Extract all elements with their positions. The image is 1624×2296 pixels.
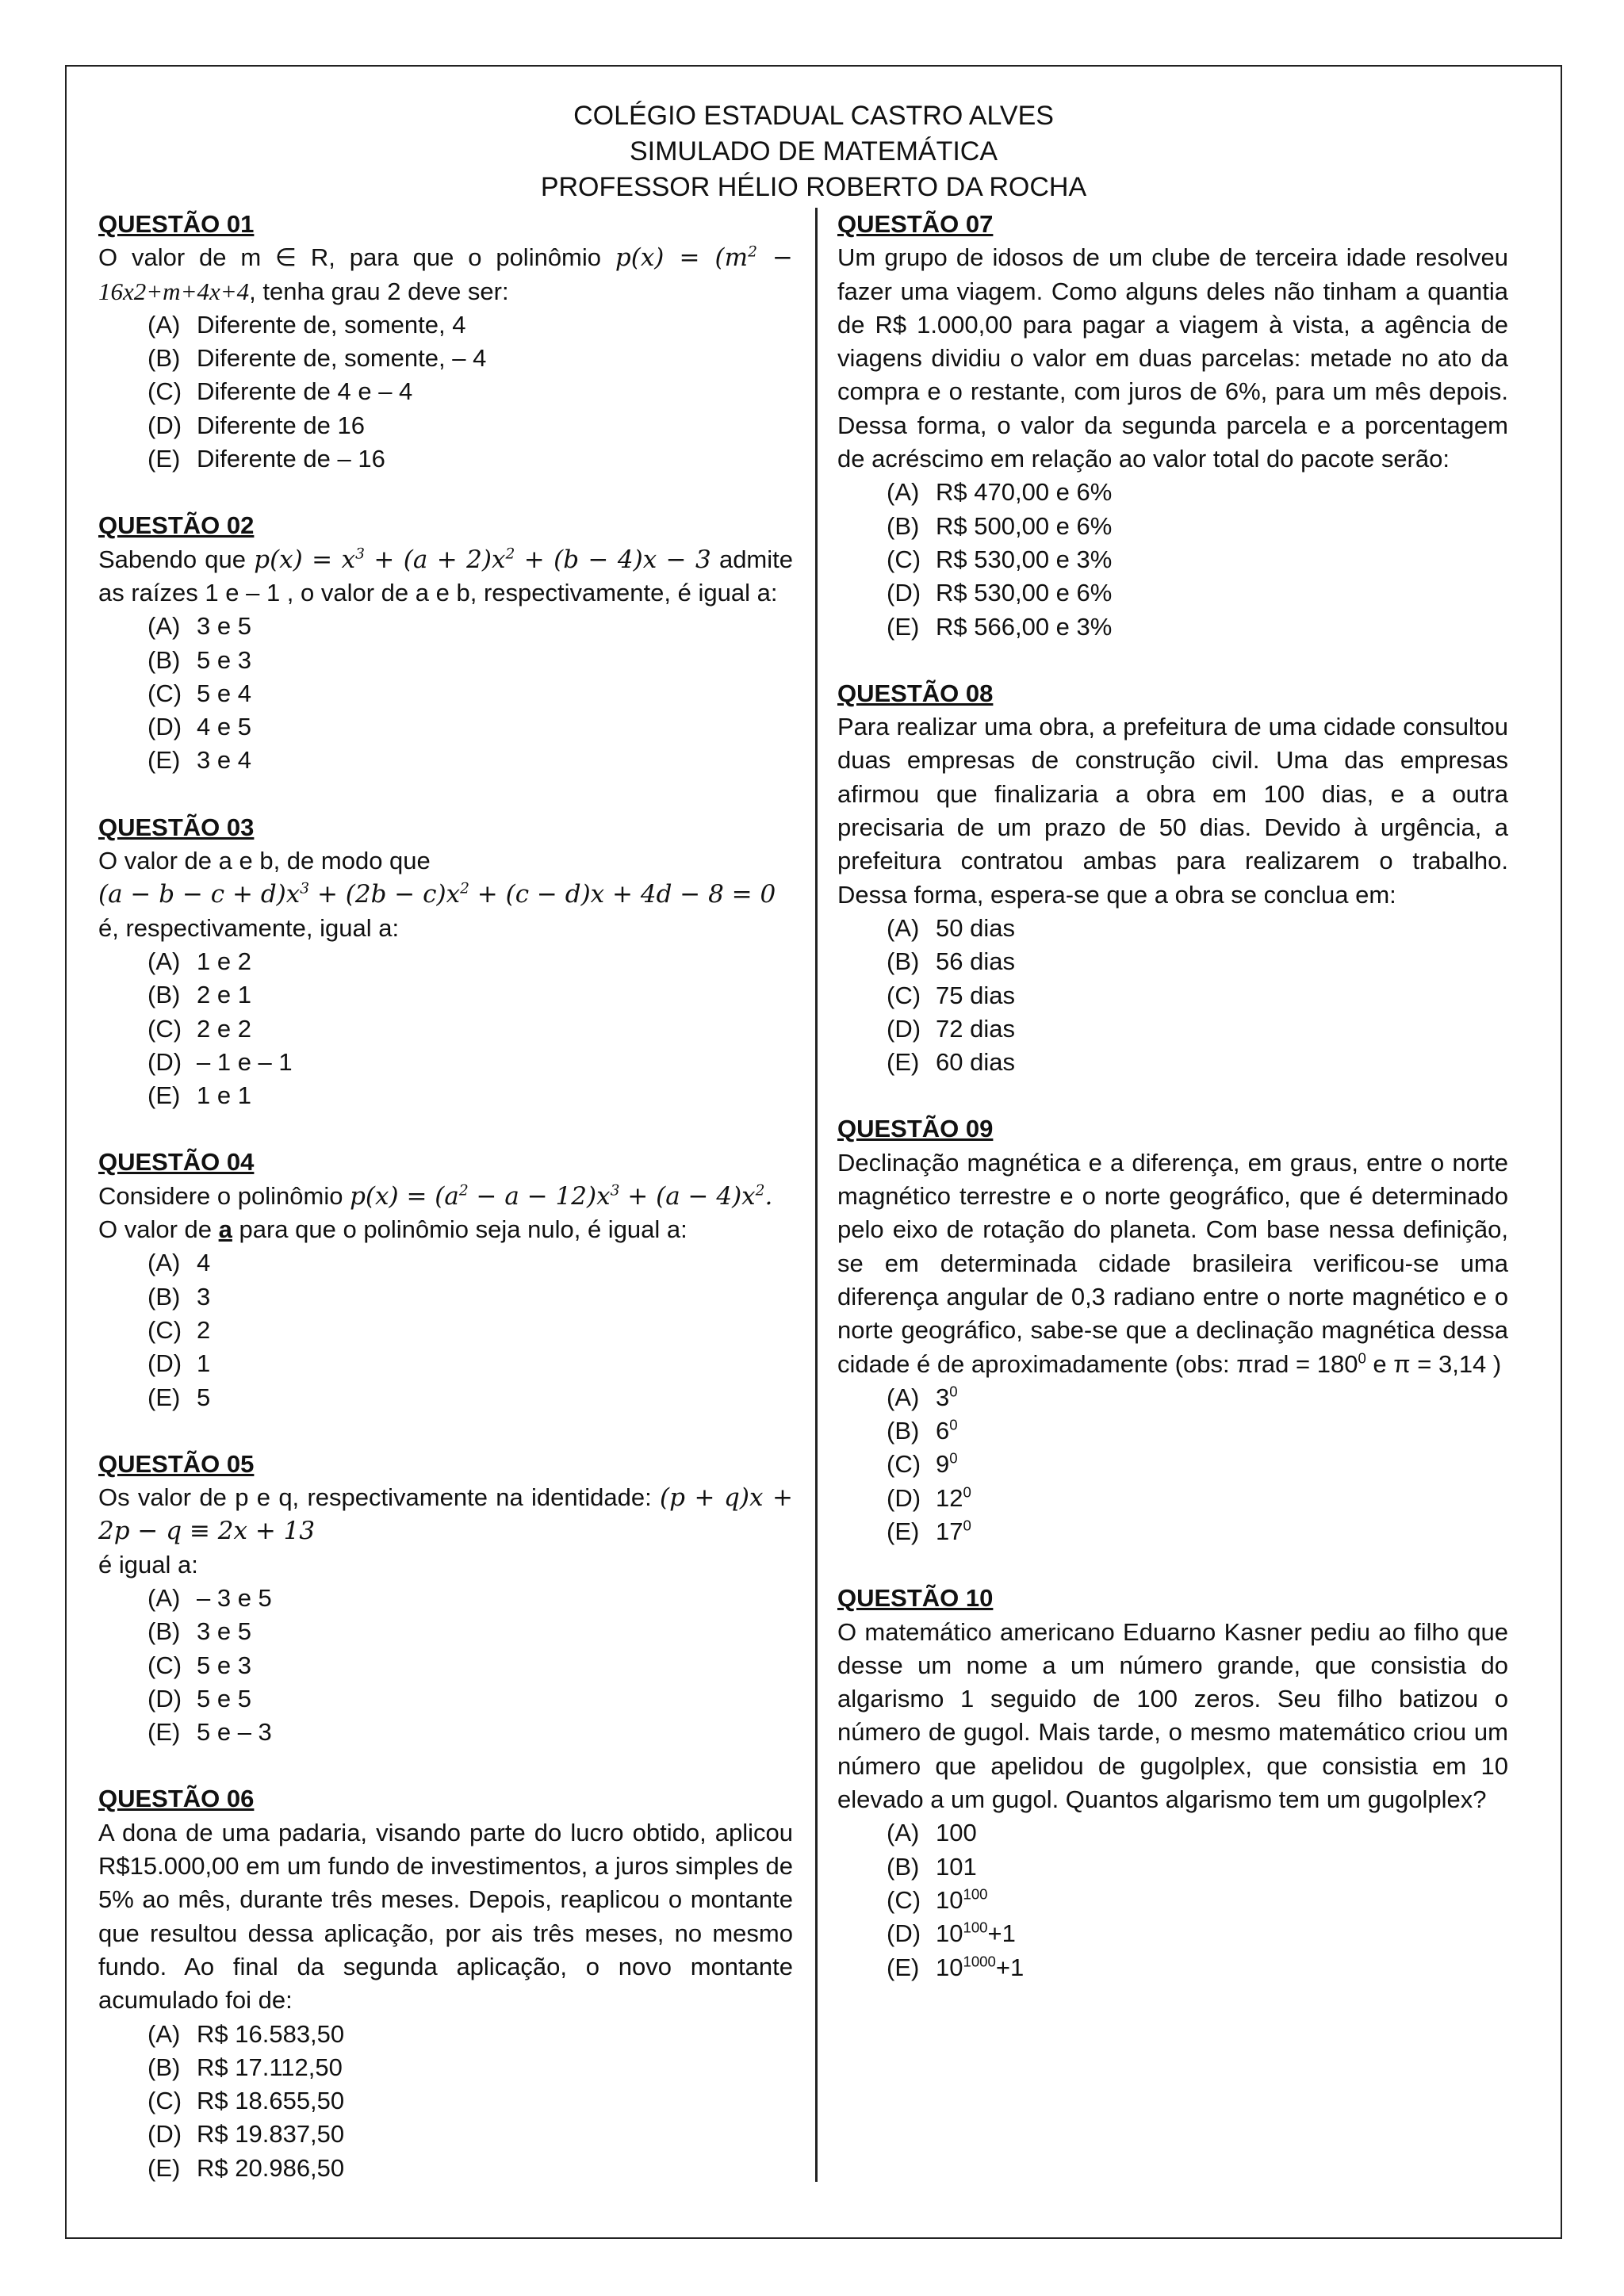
- statement-text: O valor de a e b, de modo que: [98, 847, 431, 875]
- option-label: (A): [887, 478, 920, 507]
- option-label: (B): [887, 511, 920, 540]
- formula-part: + (b − 4)x − 3: [515, 545, 711, 574]
- question-03: [98, 811, 793, 1113]
- option-value: 12: [936, 1483, 963, 1512]
- formula-part: p(x) = (m: [615, 243, 749, 273]
- answer-option: [147, 2018, 793, 2051]
- answer-option: [147, 945, 793, 978]
- option-label: (C): [887, 981, 921, 1009]
- option-text: [197, 1682, 251, 1716]
- right-column: [837, 208, 1508, 2018]
- option-text: [197, 1046, 293, 1079]
- option-label: (A): [887, 1383, 920, 1411]
- option-text: [936, 476, 1112, 509]
- option-text: [197, 442, 385, 476]
- option-text: [197, 2018, 344, 2051]
- option-label: (A): [887, 913, 920, 942]
- formula-part: + (a + 2)x: [364, 545, 506, 574]
- answer-option: [147, 1615, 793, 1648]
- option-label: (A): [147, 1583, 181, 1612]
- question-04: [98, 1146, 793, 1414]
- question-statement: [837, 1146, 1508, 1381]
- option-text: [936, 1414, 958, 1448]
- option-text: [936, 1482, 971, 1515]
- option-label: (D): [147, 1047, 182, 1076]
- exam-header: [65, 98, 1562, 205]
- option-text: [197, 2084, 344, 2118]
- option-text: [197, 710, 251, 744]
- answer-option: [887, 1414, 1508, 1448]
- answer-option: [147, 409, 793, 442]
- option-value: 5 e 3: [197, 1651, 251, 1679]
- formula-exponent: 2: [755, 1182, 765, 1200]
- left-column: [98, 208, 793, 2218]
- option-text: [197, 1381, 210, 1414]
- option-superscript: 0: [963, 1517, 971, 1534]
- option-text: [936, 543, 1112, 576]
- answer-options: [98, 1246, 793, 1414]
- answer-option: [147, 744, 793, 777]
- answer-option: [887, 576, 1508, 610]
- option-value: R$ 17.112,50: [197, 2053, 343, 2081]
- option-label: (D): [887, 1483, 921, 1512]
- option-text: [197, 1246, 210, 1280]
- option-superscript: 100: [963, 1885, 988, 1903]
- statement-text: para que o polinômio seja nulo, é igual a:: [232, 1215, 688, 1244]
- column-divider: [815, 208, 818, 2182]
- option-label: (C): [147, 1014, 182, 1043]
- formula: [98, 880, 776, 909]
- teacher-name: PROFESSOR HÉLIO ROBERTO DA ROCHA: [540, 172, 1087, 202]
- option-text: [936, 510, 1112, 543]
- option-label: (C): [147, 1315, 182, 1344]
- option-label: (D): [147, 1684, 182, 1712]
- answer-option: [887, 1951, 1508, 1984]
- question-10: [837, 1582, 1508, 1984]
- option-value: – 3 e 5: [197, 1583, 272, 1612]
- formula-exponent: 3: [355, 545, 365, 563]
- option-text: [936, 945, 1015, 978]
- exam-title: SIMULADO DE MATEMÁTICA: [629, 136, 998, 166]
- answer-option: [147, 1012, 793, 1046]
- option-label: (C): [887, 1885, 921, 1914]
- option-value: 60 dias: [936, 1048, 1015, 1077]
- question-statement: Para realizar uma obra, a prefeitura de uma cidade consultou duas empresas de construção civil. Uma das empresas afirmou que finalizaria a obra em 100 dias, e a outra precisaria de um prazo de 50 dias. Devido à urgência, a prefeitura contratou ambas para realizarem o trabalho. Dessa forma, espera-se que a obra se conclua em:: [837, 713, 1508, 909]
- answer-options: [98, 1582, 793, 1749]
- answer-option: [147, 710, 793, 744]
- option-superscript: 100: [963, 1919, 988, 1936]
- question-title: QUESTÃO 01: [98, 210, 255, 238]
- option-text: [197, 644, 251, 677]
- option-value: 3 e 5: [197, 1617, 251, 1646]
- formula: [615, 243, 793, 272]
- option-label: (D): [147, 411, 182, 439]
- answer-option: [147, 1716, 793, 1749]
- option-text: [197, 1582, 272, 1615]
- answer-option: [147, 610, 793, 643]
- answer-option: [147, 1582, 793, 1615]
- option-value: Diferente de, somente, – 4: [197, 344, 487, 373]
- option-label: (B): [147, 981, 181, 1009]
- answer-option: [147, 308, 793, 342]
- answer-option: [887, 979, 1508, 1012]
- option-value: 17: [936, 1517, 963, 1545]
- option-value: 3 e 4: [197, 746, 251, 775]
- option-text: [936, 1816, 977, 1850]
- question-01: [98, 208, 793, 476]
- statement-text: admite as raízes 1 e – 1 , o valor de a e b, respectivamente, é igual a:: [98, 545, 793, 607]
- answer-options: [837, 1381, 1508, 1548]
- question-statement: [98, 1180, 793, 1247]
- option-value: R$ 566,00 e 3%: [936, 612, 1113, 641]
- formula-part: p(x) = (a: [350, 1181, 459, 1211]
- option-label: (A): [147, 310, 181, 339]
- option-label: (C): [147, 377, 182, 406]
- question-06: [98, 1782, 793, 2185]
- option-text: [197, 342, 486, 375]
- option-value: 100: [936, 1819, 977, 1847]
- answer-option: [147, 1280, 793, 1314]
- formula-exponent: 2: [458, 1182, 469, 1200]
- answer-option: [147, 2051, 793, 2084]
- question-09: [837, 1112, 1508, 1548]
- question-title: QUESTÃO 05: [98, 1449, 255, 1478]
- formula: [350, 1182, 772, 1211]
- option-label: (B): [147, 344, 181, 373]
- question-07: [837, 208, 1508, 644]
- answer-option: [887, 1381, 1508, 1414]
- option-label: (A): [887, 1819, 920, 1847]
- option-superscript: 0: [949, 1383, 958, 1400]
- option-text: [197, 610, 251, 643]
- option-suffix: +1: [987, 1919, 1016, 1948]
- answer-option: [887, 610, 1508, 644]
- question-title: QUESTÃO 03: [98, 813, 255, 841]
- question-title: QUESTÃO 02: [98, 511, 255, 540]
- school-name: COLÉGIO ESTADUAL CASTRO ALVES: [573, 101, 1054, 131]
- option-label: (D): [147, 2120, 182, 2149]
- option-value: 1: [197, 1349, 211, 1378]
- formula-part: (a − b − c + d)x: [98, 880, 301, 909]
- answer-option: [147, 644, 793, 677]
- formula-part: .: [764, 1181, 773, 1211]
- question-statement: O matemático americano Eduarno Kasner pediu ao filho que desse um nome a um número grande, que consistia do algarismo 1 seguido de 100 zeros. Seu filho batizou o número de gugol. Mais tarde, o mesmo matemático criou um número que apelidou de gugolplex, que consistia em 10 elevado a um gugol. Quantos algarismo tem um gugolplex?: [837, 1617, 1508, 1814]
- option-value: R$ 16.583,50: [197, 2019, 345, 2048]
- answer-option: [147, 442, 793, 476]
- option-label: (D): [887, 1919, 921, 1948]
- option-label: (A): [147, 2019, 181, 2048]
- option-label: (B): [887, 947, 920, 976]
- option-value: 9: [936, 1450, 950, 1479]
- answer-option: [147, 1682, 793, 1716]
- option-value: 2 e 2: [197, 1014, 251, 1043]
- formula: [254, 545, 711, 574]
- answer-option: [887, 912, 1508, 945]
- option-value: 56 dias: [936, 947, 1015, 976]
- answer-option: [147, 2118, 793, 2151]
- formula-exponent: 3: [300, 881, 310, 898]
- option-text: [936, 1515, 971, 1548]
- formula-part: − a − 12)x: [468, 1181, 611, 1211]
- question-statement: [98, 844, 793, 945]
- question-title: QUESTÃO 08: [837, 679, 994, 707]
- statement-text: O valor de: [98, 1215, 219, 1244]
- statement-text: Considere o polinômio: [98, 1181, 350, 1210]
- option-value: 4: [197, 1249, 211, 1277]
- question-title: QUESTÃO 10: [837, 1584, 994, 1613]
- option-value: 6: [936, 1417, 950, 1445]
- option-text: [197, 2051, 343, 2084]
- answer-options: [98, 945, 793, 1112]
- option-label: (E): [147, 2153, 181, 2182]
- option-text: [936, 576, 1112, 610]
- option-label: (C): [887, 1450, 921, 1479]
- statement-text: e π = 3,14 ): [1365, 1349, 1502, 1378]
- option-text: [936, 1917, 1016, 1950]
- option-label: (B): [147, 1282, 181, 1311]
- option-value: 1 e 1: [197, 1081, 251, 1110]
- option-label: (E): [147, 445, 181, 473]
- formula-part: −: [756, 243, 793, 273]
- formula-exponent: 2: [748, 243, 757, 261]
- option-label: (C): [147, 679, 182, 707]
- option-text: [197, 1314, 210, 1347]
- option-value: 3 e 5: [197, 612, 251, 641]
- option-superscript: 0: [949, 1450, 958, 1468]
- option-value: 2: [197, 1315, 211, 1344]
- question-statement: Um grupo de idosos de um clube de terceira idade resolveu fazer uma viagem. Como alguns deles não tinham a quantia de R$ 1.000,00 para pagar a viagem à vista, a agência de viagens dividiu o valor em duas parcelas: metade no ato da compra e o restante, com juros de 6%, para um mês depois. Dessa forma, o valor da segunda parcela e a porcentagem de acréscimo em relação ao valor total do pacote serão:: [837, 243, 1508, 473]
- answer-options: [837, 912, 1508, 1079]
- option-value: R$ 470,00 e 6%: [936, 478, 1113, 507]
- option-label: (E): [887, 1048, 920, 1077]
- option-value: 3: [936, 1383, 950, 1411]
- question-title: QUESTÃO 07: [837, 210, 994, 238]
- option-text: [197, 1280, 210, 1314]
- answer-option: [147, 1381, 793, 1414]
- option-text: [936, 1046, 1015, 1079]
- option-text: [936, 1884, 988, 1917]
- answer-option: [147, 677, 793, 710]
- answer-option: [887, 1917, 1508, 1950]
- option-text: [936, 1448, 958, 1481]
- statement-text: Declinação magnética e a diferença, em graus, entre o norte magnético terrestre e o norte geográfico, que é determinado pelo eixo de rotação do planeta. Com base nessa definição, se em determinada cidade brasileira verificou-se uma diferença angular de 0,3 radiano entre o norte magnético e o norte geográfico, sabe-se que a declinação magnética dessa cidade é de aproximadamente (obs: πrad = 180: [837, 1148, 1508, 1378]
- answer-options: [98, 2018, 793, 2185]
- option-label: (B): [147, 645, 181, 674]
- statement-text: , tenha grau 2 deve ser:: [249, 277, 509, 305]
- option-text: [197, 945, 251, 978]
- formula-exponent: 2: [505, 545, 515, 563]
- option-value: R$ 500,00 e 6%: [936, 511, 1113, 540]
- answer-options: [837, 476, 1508, 643]
- answer-option: [147, 1649, 793, 1682]
- formula-part: 16x2+m+4x+4: [98, 277, 250, 305]
- statement-text: é, respectivamente, igual a:: [98, 913, 400, 942]
- option-label: (E): [147, 1383, 181, 1411]
- option-text: [197, 308, 465, 342]
- answer-options: [98, 308, 793, 476]
- option-label: (B): [147, 2053, 181, 2081]
- option-label: (A): [147, 1249, 181, 1277]
- answer-option: [887, 1884, 1508, 1917]
- option-value: 10: [936, 1953, 963, 1981]
- option-label: (B): [887, 1417, 920, 1445]
- answer-options: [837, 1816, 1508, 1984]
- formula-part: + (a − 4)x: [619, 1181, 756, 1211]
- answer-option: [147, 1246, 793, 1280]
- option-text: [936, 1012, 1015, 1046]
- option-text: [197, 1716, 272, 1749]
- answer-options: [98, 610, 793, 777]
- question-statement: [98, 241, 793, 308]
- option-label: (B): [887, 1852, 920, 1881]
- option-label: (D): [887, 579, 921, 607]
- option-value: Diferente de 4 e – 4: [197, 377, 413, 406]
- option-text: [197, 409, 365, 442]
- option-value: 2 e 1: [197, 981, 251, 1009]
- option-label: (A): [147, 947, 181, 975]
- option-text: [936, 1381, 958, 1414]
- answer-option: [147, 2152, 793, 2185]
- option-value: 72 dias: [936, 1014, 1015, 1043]
- option-text: [197, 375, 412, 408]
- option-label: (C): [147, 1651, 182, 1679]
- option-text: [936, 979, 1015, 1012]
- answer-option: [147, 1079, 793, 1112]
- question-statement: [98, 1481, 793, 1582]
- option-text: [197, 2118, 344, 2151]
- option-value: Diferente de 16: [197, 411, 365, 439]
- statement-text: O valor de m ∈ R, para que o polinômio: [98, 243, 615, 272]
- option-label: (E): [147, 746, 181, 775]
- option-suffix: +1: [995, 1953, 1025, 1981]
- option-text: [197, 1347, 210, 1380]
- option-superscript: 1000: [963, 1953, 996, 1970]
- answer-option: [887, 945, 1508, 978]
- option-label: (E): [147, 1718, 181, 1747]
- option-label: (D): [147, 713, 182, 741]
- option-value: 3: [197, 1282, 211, 1311]
- answer-option: [887, 1816, 1508, 1850]
- answer-option: [887, 510, 1508, 543]
- answer-option: [147, 1347, 793, 1380]
- option-text: [936, 1951, 1024, 1984]
- option-value: 101: [936, 1852, 977, 1881]
- option-value: R$ 19.837,50: [197, 2120, 345, 2149]
- option-label: (D): [147, 1349, 182, 1378]
- answer-option: [887, 1850, 1508, 1884]
- answer-option: [887, 1012, 1508, 1046]
- answer-option: [887, 543, 1508, 576]
- option-label: (E): [147, 1081, 181, 1110]
- question-05: [98, 1448, 793, 1750]
- option-label: (D): [887, 1014, 921, 1043]
- option-text: [936, 912, 1015, 945]
- question-statement: [98, 543, 793, 610]
- option-label: (E): [887, 1517, 920, 1545]
- statement-text: é igual a:: [98, 1550, 198, 1578]
- option-text: [197, 1012, 251, 1046]
- option-value: Diferente de – 16: [197, 445, 385, 473]
- answer-option: [887, 476, 1508, 509]
- option-label: (E): [887, 1953, 920, 1981]
- option-label: (A): [147, 612, 181, 641]
- option-label: (C): [887, 545, 921, 573]
- highlighted-variable: a: [218, 1215, 232, 1244]
- answer-option: [147, 342, 793, 375]
- option-value: R$ 18.655,50: [197, 2087, 345, 2115]
- answer-option: [147, 375, 793, 408]
- option-value: R$ 530,00 e 6%: [936, 579, 1113, 607]
- option-value: 10: [936, 1885, 963, 1914]
- question-title: QUESTÃO 09: [837, 1115, 994, 1143]
- option-value: 5: [197, 1383, 211, 1411]
- statement-text: Os valor de p e q, respectivamente na identidade:: [98, 1483, 661, 1512]
- option-label: (E): [887, 612, 920, 641]
- option-superscript: 0: [963, 1483, 971, 1501]
- formula-part: p(x) = x: [254, 545, 356, 574]
- option-value: R$ 20.986,50: [197, 2153, 345, 2182]
- option-superscript: 0: [949, 1416, 958, 1433]
- option-value: 75 dias: [936, 981, 1015, 1009]
- degree-superscript: 0: [1358, 1349, 1366, 1367]
- option-text: [936, 1850, 977, 1884]
- option-value: 50 dias: [936, 913, 1015, 942]
- option-text: [197, 1649, 251, 1682]
- option-value: 1 e 2: [197, 947, 251, 975]
- option-label: (C): [147, 2087, 182, 2115]
- option-text: [197, 744, 251, 777]
- answer-option: [147, 1314, 793, 1347]
- formula-part: + (c − d)x + 4d − 8 = 0: [469, 880, 776, 909]
- answer-option: [887, 1046, 1508, 1079]
- option-value: 5 e 4: [197, 679, 251, 707]
- option-text: [197, 1079, 251, 1112]
- question-statement: A dona de uma padaria, visando parte do lucro obtido, aplicou R$15.000,00 em um fundo de investimentos, a juros simples de 5% ao mês, durante três meses. Depois, reaplicou o montante que resultou dessa aplicação, por ais três meses, no mesmo fundo. Ao final da segunda aplicação, o novo montante acumulado foi de:: [98, 1818, 793, 2015]
- answer-option: [887, 1515, 1508, 1548]
- option-label: (B): [147, 1617, 181, 1646]
- option-text: [197, 978, 251, 1012]
- answer-option: [147, 1046, 793, 1079]
- formula-part: + (2b − c)x: [309, 880, 461, 909]
- question-title: QUESTÃO 06: [98, 1785, 255, 1813]
- answer-option: [887, 1482, 1508, 1515]
- option-value: 4 e 5: [197, 713, 251, 741]
- option-value: 10: [936, 1919, 963, 1948]
- statement-text: Sabendo que: [98, 545, 255, 573]
- option-text: [197, 2152, 344, 2185]
- option-text: [197, 677, 251, 710]
- option-value: 5 e – 3: [197, 1718, 272, 1747]
- answer-option: [147, 978, 793, 1012]
- formula: (p + q)x + 2p − q ≡ 2x + 13: [98, 1483, 793, 1546]
- question-02: [98, 509, 793, 777]
- option-value: 5 e 3: [197, 645, 251, 674]
- option-text: [197, 1615, 251, 1648]
- question-08: [837, 677, 1508, 1080]
- formula-exponent: 3: [610, 1182, 620, 1200]
- option-text: [936, 610, 1112, 644]
- option-value: – 1 e – 1: [197, 1047, 293, 1076]
- option-value: 5 e 5: [197, 1684, 251, 1712]
- question-title: QUESTÃO 04: [98, 1148, 255, 1177]
- option-value: R$ 530,00 e 3%: [936, 545, 1113, 573]
- answer-option: [887, 1448, 1508, 1481]
- answer-option: [147, 2084, 793, 2118]
- formula-exponent: 2: [460, 881, 469, 898]
- option-value: Diferente de, somente, 4: [197, 310, 466, 339]
